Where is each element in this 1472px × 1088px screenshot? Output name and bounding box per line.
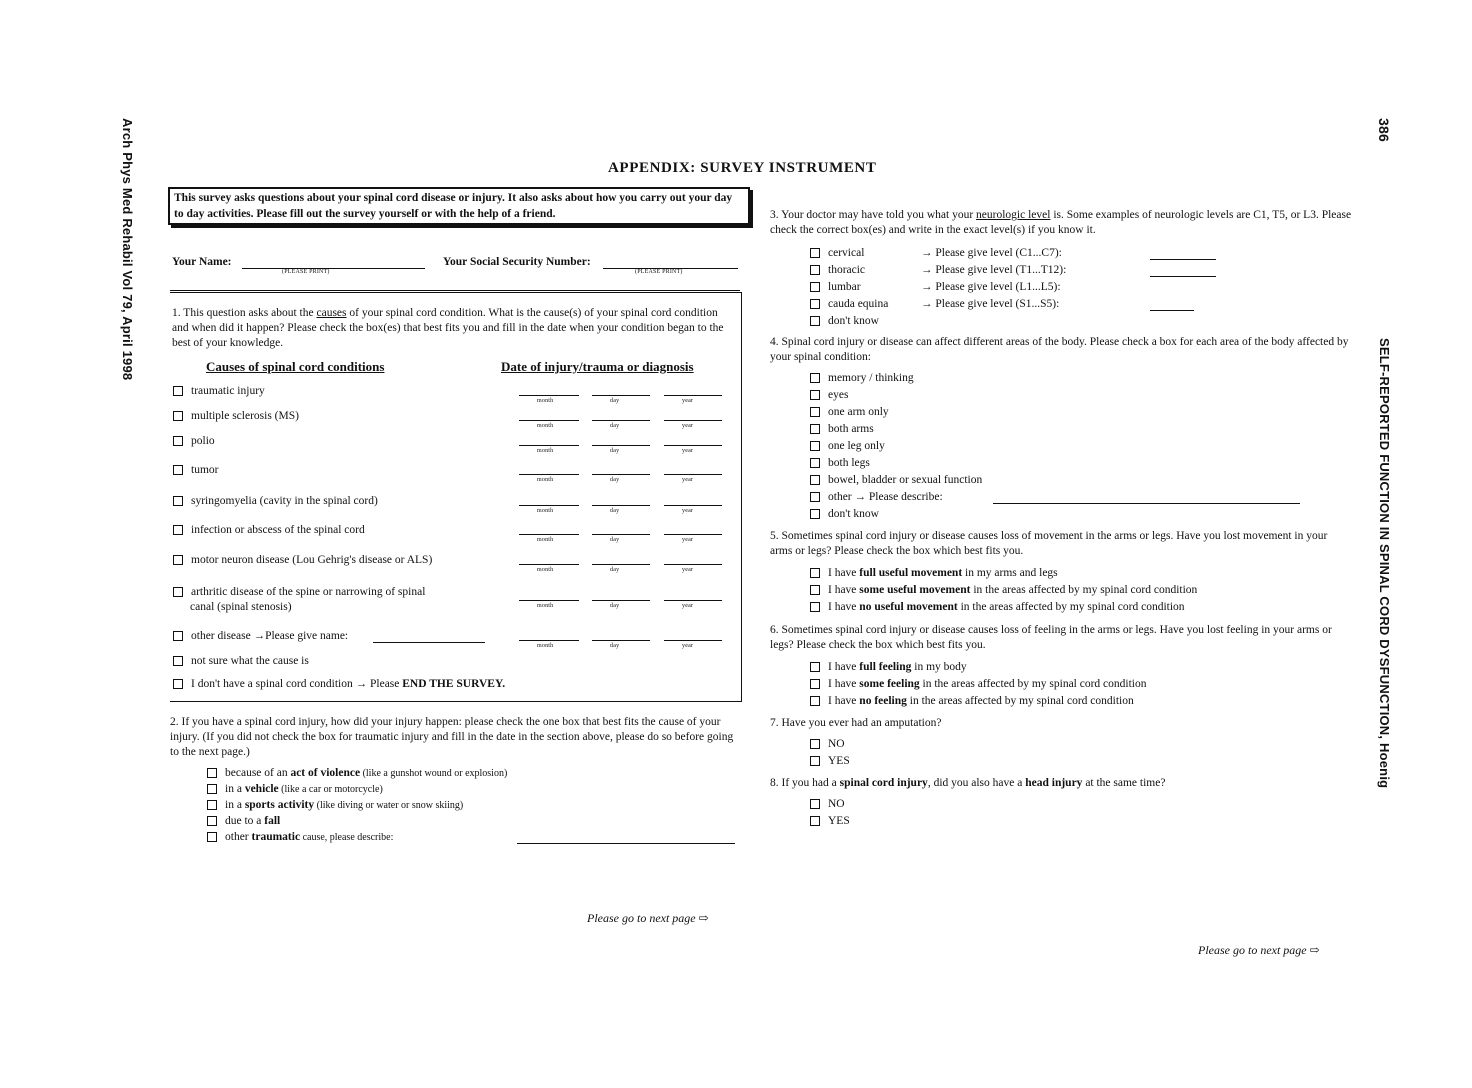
q6-label: I have (828, 695, 860, 707)
date-field-d[interactable] (592, 564, 650, 565)
q4-label: one arm only (828, 406, 889, 418)
date-label-m: month (537, 448, 554, 454)
date-label-d: day (610, 603, 620, 609)
cause-label: motor neuron disease (Lou Gehrig's disease or ALS) (191, 554, 433, 566)
q3-item (810, 264, 865, 276)
q6-label: I have (828, 661, 860, 673)
q2-checkbox[interactable] (207, 816, 217, 826)
cause-label: not sure what the cause is (191, 655, 309, 667)
date-field-d[interactable] (592, 395, 650, 396)
cause-label: arthritic disease of the spine or narrowing of spinal (191, 586, 426, 598)
date-label-d: day (610, 643, 620, 649)
cause-checkbox[interactable] (173, 525, 183, 535)
date-label-d: day (610, 448, 620, 454)
q4-label: don't know (828, 508, 879, 520)
q4-checkbox[interactable] (810, 458, 820, 468)
q8-item (810, 815, 850, 827)
q8-label: NO (828, 798, 845, 810)
ssn-hint: (PLEASE PRINT) (635, 269, 683, 275)
q5-label: I have (828, 584, 860, 596)
date-label-y: year (682, 448, 694, 454)
date-field-d[interactable] (592, 534, 650, 535)
date-label-m: month (537, 603, 554, 609)
q4-item (810, 491, 943, 503)
cause-label: multiple sclerosis (MS) (191, 410, 299, 422)
q2-item (207, 767, 507, 779)
q4-item (810, 423, 874, 435)
q8-text: 8. If you had a spinal cord injury, did you also have a head injury at the same time? (770, 777, 1166, 789)
date-field-d[interactable] (592, 420, 650, 421)
q8-checkbox[interactable] (810, 816, 820, 826)
date-label-y: year (682, 508, 694, 514)
q2-label: in a (225, 783, 245, 795)
cause-checkbox[interactable] (173, 386, 183, 396)
date-label-m: month (537, 567, 554, 573)
q6-label-bold: some feeling (859, 678, 920, 690)
date-label-d: day (610, 508, 620, 514)
date-field-y[interactable] (664, 445, 722, 446)
q4-checkbox[interactable] (810, 373, 820, 383)
q3-item (810, 247, 864, 259)
q2-label-tail: cause, please describe: (300, 832, 394, 843)
date-field-m[interactable] (519, 534, 579, 535)
q7-checkbox[interactable] (810, 739, 820, 749)
q4-item (810, 372, 914, 384)
q3-label: cervical (828, 247, 865, 259)
q2-item (207, 831, 393, 843)
date-field-m[interactable] (519, 564, 579, 565)
q3-checkbox[interactable] (810, 248, 820, 258)
q7-text: 7. Have you ever had an amputation? (770, 717, 942, 729)
q3-label: cauda equina (828, 298, 889, 310)
running-title: SELF-REPORTED FUNCTION IN SPINAL CORD DYSFUNCTION, Hoenig (1377, 338, 1392, 789)
q2-label: due to a (225, 815, 265, 827)
date-field-m[interactable] (519, 600, 579, 601)
cause-label-cont: canal (spinal stenosis) (190, 601, 292, 613)
q2-label-bold: fall (264, 815, 281, 827)
page-number: 386 (1376, 118, 1392, 142)
q2-item (207, 783, 383, 795)
q4-item (810, 508, 879, 520)
date-field-y[interactable] (664, 564, 722, 565)
q7-item (810, 755, 850, 767)
q6-item (810, 695, 1134, 707)
q7-label: NO (828, 738, 845, 750)
q6-label-bold: no feeling (859, 695, 907, 707)
q3-label: lumbar (828, 281, 861, 293)
date-field-y[interactable] (664, 420, 722, 421)
q2-item (207, 799, 463, 811)
date-field-y[interactable] (664, 600, 722, 601)
cause-item (173, 435, 215, 447)
q5-item (810, 601, 1185, 613)
date-label-d: day (610, 398, 620, 404)
q8-label: YES (828, 815, 850, 827)
q2-label-tail: (like diving or water or snow skiing) (314, 800, 464, 811)
q4-label: memory / thinking (828, 372, 914, 384)
cause-label: other disease →Please give name: (191, 630, 349, 642)
name-label: Your Name: (172, 256, 232, 268)
q2-label-bold: act of violence (290, 767, 361, 779)
cause-item (173, 655, 309, 667)
q6-item (810, 678, 1147, 690)
cause-label: traumatic injury (191, 385, 265, 397)
q3-item (810, 315, 879, 327)
q3-label: thoracic (828, 264, 866, 276)
q3-text: 3. Your doctor may have told you what your neurologic level is. Some examples of neurologic levels are C1, T5, or L3. Please check the correct box(es) and write in the exact level(s) if you know it. (770, 209, 1352, 236)
q5-label-bold: no useful movement (859, 601, 958, 613)
q3-checkbox[interactable] (810, 316, 820, 326)
q2-label: other (225, 831, 252, 843)
q4-label: other → Please describe: (828, 491, 943, 503)
date-label-y: year (682, 643, 694, 649)
q2-label-bold: traumatic (251, 831, 301, 843)
q7-item (810, 738, 845, 750)
q5-label: I have (828, 567, 860, 579)
q4-label: one leg only (828, 440, 885, 452)
cause-label: polio (191, 435, 215, 447)
q5-label-tail: in the areas affected by my spinal cord condition (970, 584, 1198, 596)
q4-checkbox[interactable] (810, 390, 820, 400)
q3-level-field[interactable] (1150, 259, 1216, 260)
date-field-y[interactable] (664, 395, 722, 396)
q2-checkbox[interactable] (207, 800, 217, 810)
date-field-y[interactable] (664, 534, 722, 535)
date-label-y: year (682, 603, 694, 609)
q6-text: 6. Sometimes spinal cord injury or disease causes loss of feeling in the arms or legs. Have you lost feeling in your arms or legs? Please check the box which best fits you. (770, 624, 1332, 651)
q3-checkbox[interactable] (810, 299, 820, 309)
cause-checkbox[interactable] (173, 411, 183, 421)
q8-item (810, 798, 845, 810)
cause-checkbox[interactable] (173, 436, 183, 446)
q3-item (810, 281, 861, 293)
date-label-d: day (610, 477, 620, 483)
date-field-y[interactable] (664, 505, 722, 506)
q3-hint: → Please give level (T1...T12): (921, 264, 1067, 276)
q2-label: because of an (225, 767, 291, 779)
date-label-m: month (537, 398, 554, 404)
q3-checkbox[interactable] (810, 282, 820, 292)
q2-label-bold: sports activity (244, 799, 315, 811)
other-disease-field[interactable] (373, 642, 485, 643)
q3-hint: → Please give level (S1...S5): (921, 298, 1060, 310)
cause-item (173, 464, 218, 476)
date-field-y[interactable] (664, 640, 722, 641)
q4-text: 4. Spinal cord injury or disease can affect different areas of the body. Please check a box for each area of the body affected by your spinal condition: (770, 336, 1349, 363)
date-field-m[interactable] (519, 505, 579, 506)
q5-label-bold: full useful movement (859, 567, 963, 579)
q3-hint: → Please give level (C1...C7): (921, 247, 1062, 259)
q4-label: both legs (828, 457, 870, 469)
date-label-m: month (537, 643, 554, 649)
q2-label: in a (225, 799, 245, 811)
q4-item (810, 474, 982, 486)
date-field-d[interactable] (592, 640, 650, 641)
q4-item (810, 457, 870, 469)
date-field-m[interactable] (519, 445, 579, 446)
cause-label: infection or abscess of the spinal cord (191, 524, 365, 536)
q2-item (207, 815, 280, 827)
q6-checkbox[interactable] (810, 696, 820, 706)
q1-col-date: Date of injury/trauma or diagnosis (501, 359, 694, 374)
name-hint: (PLEASE PRINT) (282, 269, 330, 275)
q5-label: I have (828, 601, 860, 613)
q3-item (810, 298, 888, 310)
cause-item (173, 385, 265, 397)
date-field-d[interactable] (592, 505, 650, 506)
cause-item (173, 410, 299, 422)
q1-col-causes: Causes of spinal cord conditions (206, 359, 385, 374)
date-label-d: day (610, 537, 620, 543)
q4-label: eyes (828, 389, 849, 401)
date-label-m: month (537, 477, 554, 483)
q4-item (810, 406, 889, 418)
q2-checkbox[interactable] (207, 784, 217, 794)
footer-left: Please go to next page ⇨ (587, 911, 709, 925)
q6-label-tail: in the areas affected by my spinal cord condition (906, 695, 1134, 707)
q6-label: I have (828, 678, 860, 690)
date-label-y: year (682, 567, 694, 573)
q5-item (810, 584, 1197, 596)
q4-describe-field[interactable] (993, 503, 1300, 504)
date-label-y: year (682, 423, 694, 429)
date-field-m[interactable] (519, 474, 579, 475)
date-field-d[interactable] (592, 445, 650, 446)
q2-describe-field[interactable] (517, 843, 735, 844)
q4-label: bowel, bladder or sexual function (828, 474, 983, 486)
q4-checkbox[interactable] (810, 509, 820, 519)
footer-right: Please go to next page ⇨ (1198, 943, 1320, 957)
journal-citation: Arch Phys Med Rehabil Vol 79, April 1998 (120, 118, 135, 381)
q4-checkbox[interactable] (810, 475, 820, 485)
cause-label-bold: END THE SURVEY. (402, 678, 506, 690)
q2-checkbox[interactable] (207, 832, 217, 842)
date-label-y: year (682, 398, 694, 404)
cause-checkbox[interactable] (173, 555, 183, 565)
q6-label-bold: full feeling (859, 661, 912, 673)
date-label-m: month (537, 537, 554, 543)
q7-label: YES (828, 755, 850, 767)
q2-label-bold: vehicle (244, 783, 279, 795)
intro-box: This survey asks questions about your spinal cord disease or injury. It also asks about how you carry out your day to day activities. Please fill out the survey yourself or with the help of a friend. (168, 187, 750, 225)
q4-item (810, 389, 848, 401)
cause-item (173, 495, 378, 507)
q2-text: 2. If you have a spinal cord injury, how did your injury happen: please check the one box that best fits the cause of your injury. (If you did not check the box for traumatic injury and fill in the date in the section above, please do so before going to the next page.) (170, 716, 734, 758)
q2-checkbox[interactable] (207, 768, 217, 778)
date-field-y[interactable] (664, 474, 722, 475)
date-field-d[interactable] (592, 600, 650, 601)
cause-checkbox[interactable] (173, 496, 183, 506)
date-field-m[interactable] (519, 395, 579, 396)
q5-label-tail: in the areas affected by my spinal cord condition (957, 601, 1185, 613)
cause-item-none (173, 678, 505, 690)
cause-item (173, 524, 365, 536)
date-label-y: year (682, 477, 694, 483)
date-label-m: month (537, 508, 554, 514)
q3-label: don't know (828, 315, 879, 327)
date-field-m[interactable] (519, 640, 579, 641)
q3-level-field[interactable] (1150, 276, 1216, 277)
cause-item (173, 554, 432, 566)
ssn-label: Your Social Security Number: (443, 256, 591, 268)
q5-label-tail: in my arms and legs (962, 567, 1058, 579)
q3-level-field[interactable] (1150, 310, 1194, 311)
page-title: APPENDIX: SURVEY INSTRUMENT (608, 160, 877, 176)
q1-text: 1. This question asks about the causes of your spinal cord condition. What is the cause(s) of your spinal cord condition and when did it happen? Please check the box(es) that best fits you and fill in the date when your condition began to the best of your knowledge. (172, 307, 724, 349)
q4-item (810, 440, 885, 452)
cause-item (173, 630, 348, 642)
date-label-d: day (610, 423, 620, 429)
cause-item (173, 586, 425, 598)
q2-label-tail: (like a car or motorcycle) (278, 784, 383, 795)
q5-checkbox[interactable] (810, 568, 820, 578)
q5-checkbox[interactable] (810, 602, 820, 612)
cause-checkbox[interactable] (173, 631, 183, 641)
cause-checkbox[interactable] (173, 656, 183, 666)
cause-label: I don't have a spinal cord condition → Please (191, 678, 403, 690)
cause-label: tumor (191, 464, 219, 476)
q5-label-bold: some useful movement (859, 584, 971, 596)
q3-hint: → Please give level (L1...L5): (921, 281, 1061, 293)
cause-checkbox[interactable] (173, 587, 183, 597)
q5-checkbox[interactable] (810, 585, 820, 595)
q3-checkbox[interactable] (810, 265, 820, 275)
q6-label-tail: in the areas affected by my spinal cord condition (919, 678, 1147, 690)
divider (170, 290, 740, 291)
q4-checkbox[interactable] (810, 424, 820, 434)
date-label-d: day (610, 567, 620, 573)
cause-checkbox[interactable] (173, 679, 183, 689)
name-field[interactable] (242, 268, 425, 269)
q8-checkbox[interactable] (810, 799, 820, 809)
date-field-m[interactable] (519, 420, 579, 421)
q6-checkbox[interactable] (810, 662, 820, 672)
q6-label-tail: in my body (911, 661, 967, 673)
q4-checkbox[interactable] (810, 441, 820, 451)
date-field-d[interactable] (592, 474, 650, 475)
cause-checkbox[interactable] (173, 465, 183, 475)
q6-checkbox[interactable] (810, 679, 820, 689)
q4-checkbox[interactable] (810, 492, 820, 502)
q6-item (810, 661, 967, 673)
q4-label: both arms (828, 423, 874, 435)
q4-checkbox[interactable] (810, 407, 820, 417)
q5-text: 5. Sometimes spinal cord injury or disease causes loss of movement in the arms or legs. Have you lost movement in your arms or legs? Please check the box which best fits you. (770, 530, 1328, 557)
date-label-m: month (537, 423, 554, 429)
date-label-y: year (682, 537, 694, 543)
q5-item (810, 567, 1058, 579)
cause-label: syringomyelia (cavity in the spinal cord) (191, 495, 378, 507)
q2-label-tail: (like a gunshot wound or explosion) (360, 768, 508, 779)
q7-checkbox[interactable] (810, 756, 820, 766)
